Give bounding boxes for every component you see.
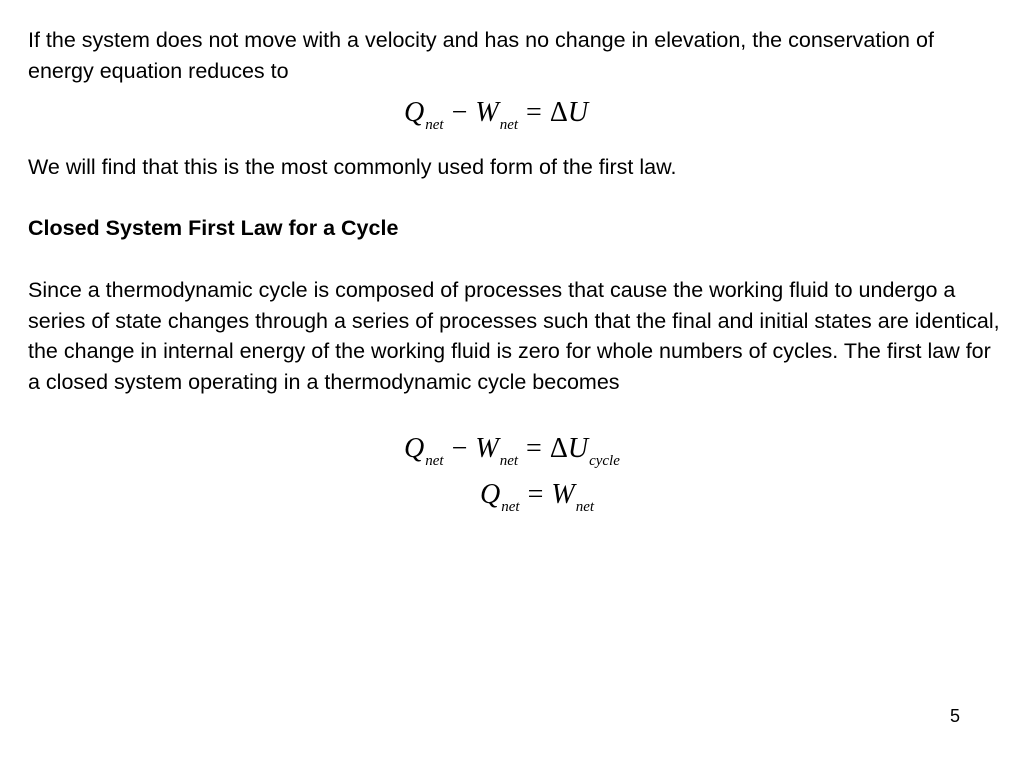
eq1-q-subscript: net xyxy=(425,117,444,133)
eq1-w-subscript: net xyxy=(499,117,519,133)
cycle-paragraph: Since a thermodynamic cycle is composed of processes that cause the working fluid to undergo a series of state changes through a series of processes such that the final and initial states are identical, the change in internal energy of the working fluid is zero for whole numbers of cycles. The first law for a closed system operating in a thermodynamic cycle becomes xyxy=(28,278,1000,394)
eq2-w: W xyxy=(475,433,499,464)
eq2-q: Q xyxy=(404,433,425,464)
eq2-q-subscript: net xyxy=(425,453,444,469)
eq2-w-subscript: net xyxy=(499,453,519,469)
eq2-equals: = xyxy=(526,433,542,464)
eq1-delta: Δ xyxy=(549,97,568,128)
page-number: 5 xyxy=(950,706,961,726)
net-heat-work-equation xyxy=(480,478,594,516)
eq1-equals: = xyxy=(526,97,542,128)
eq1-u: U xyxy=(567,97,589,128)
eq3-q: Q xyxy=(480,479,501,510)
eq1-minus: − xyxy=(451,97,468,128)
eq3-w-subscript: net xyxy=(575,499,595,515)
eq3-w: W xyxy=(551,479,575,510)
eq1-q: Q xyxy=(404,97,425,128)
eq2-minus: − xyxy=(451,433,468,464)
intro-paragraph: If the system does not move with a velocity and has no change in elevation, the conservation of energy equation reduces to xyxy=(28,28,934,83)
eq2-u: U xyxy=(567,433,589,464)
section-heading: Closed System First Law for a Cycle xyxy=(28,216,399,240)
eq1-w: W xyxy=(475,97,499,128)
eq2-u-subscript: cycle xyxy=(589,453,620,469)
cycle-energy-equation xyxy=(404,432,620,470)
eq3-q-subscript: net xyxy=(501,499,520,515)
eq2-delta: Δ xyxy=(549,433,568,464)
energy-equation xyxy=(404,96,588,134)
eq3-equals: = xyxy=(527,479,544,510)
common-form-paragraph: We will find that this is the most commonly used form of the first law. xyxy=(28,155,677,179)
